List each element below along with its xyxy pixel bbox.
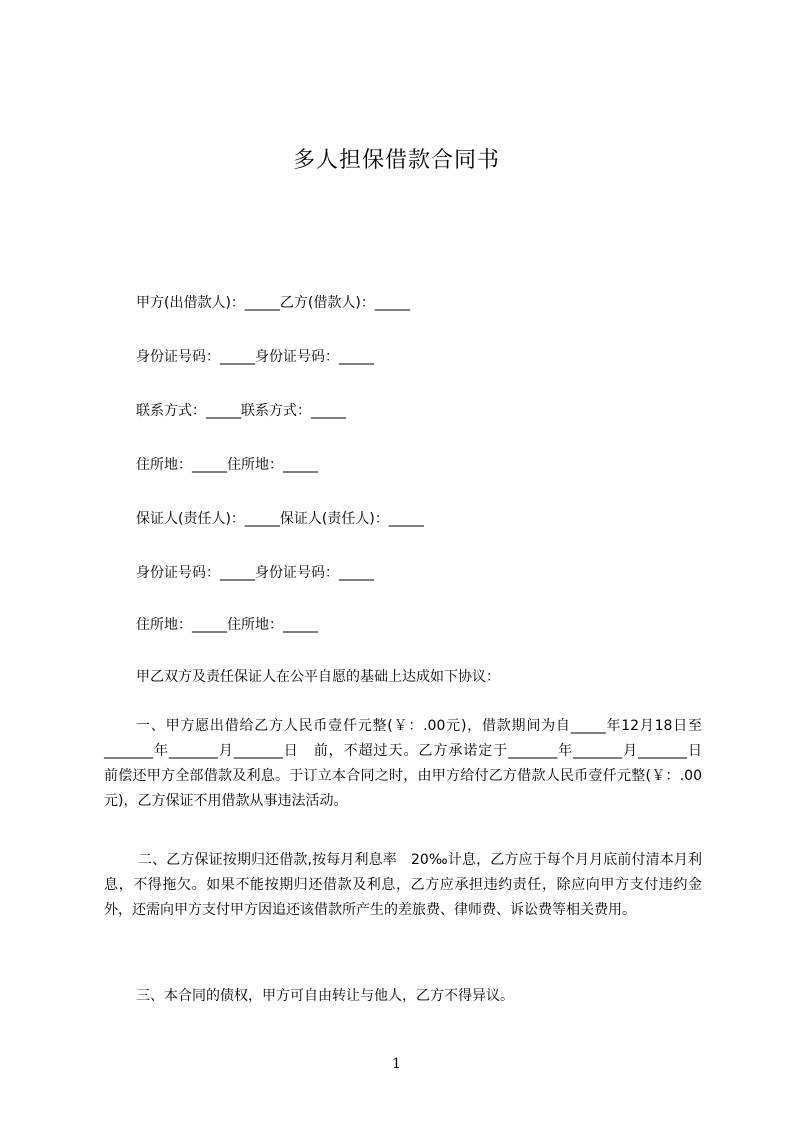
field-guarantors: 保证人(责任人)：_____保证人(责任人)：_____	[136, 511, 424, 527]
field-guarantor-address: 住所地：_____住所地：_____	[136, 617, 318, 633]
agreement-intro: 甲乙双方及责任保证人在公平自愿的基础上达成如下协议：	[136, 669, 500, 685]
page-title: 多人担保借款合同书	[292, 148, 500, 173]
clause-three: 三、本合同的债权，甲方可自由转让与他人，乙方不得异议。	[136, 988, 514, 1004]
field-contact: 联系方式：_____联系方式：_____	[136, 403, 346, 419]
page-number: 1	[392, 1056, 401, 1072]
clause-two: 二、乙方保证按期归还借款,按每月利息率 20‰计息，乙方应于每个月月底前付清本月利息，不得拖欠。如果不能按期归还借款及利息，乙方应承担违约责任，除应向甲方支付违约金外，还需向甲方支付甲方因追还该借款所产生的差旅费、律师费、诉讼费等相关费用。	[104, 852, 702, 918]
field-guarantor-id-numbers: 身份证号码：_____身份证号码：_____	[136, 565, 374, 581]
field-lender-borrower: 甲方(出借款人)：_____乙方(借款人)：_____	[136, 295, 410, 311]
field-id-numbers: 身份证号码：_____身份证号码：_____	[136, 349, 374, 365]
clause-one: 一、甲方愿出借给乙方人民币壹仟元整(￥：.00元)，借款期间为自_____年12月18日至_______年_______月_______日 前，不超过天。乙方承诺定于_______年_______月_______日 前偿还甲方全部借款及利息。于订立本合同之时，由甲方给付乙方借款人民币壹仟元整(￥：.00元)，乙方保证不用借款从事违法活动。	[104, 718, 716, 809]
field-address: 住所地：_____住所地：_____	[136, 457, 318, 473]
